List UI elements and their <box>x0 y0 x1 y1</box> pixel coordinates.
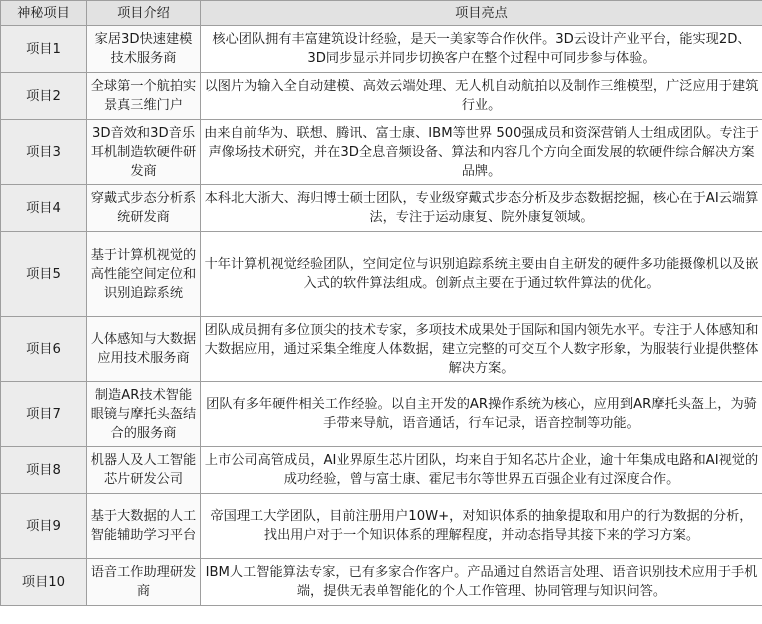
table-row <box>1 494 762 559</box>
project-intro-cell: 3D音效和3D音乐耳机制造软硬件研发商 <box>87 120 201 185</box>
project-name-cell: 项目6 <box>1 317 87 382</box>
project-highlight-cell: 十年计算机视觉经验团队，空间定位与识别追踪系统主要由自主研发的硬件多功能摄像机以及嵌入式的软件算法组成。创新点主要在于通过软件算法的优化。 <box>201 232 762 317</box>
table-row <box>1 317 762 382</box>
project-intro-cell: 人体感知与大数据应用技术服务商 <box>87 317 201 382</box>
project-intro-cell: 穿戴式步态分析系统研发商 <box>87 185 201 232</box>
project-intro-cell: 家居3D快速建模技术服务商 <box>87 26 201 73</box>
project-name-cell: 项目7 <box>1 382 87 447</box>
project-name-cell: 项目10 <box>1 559 87 606</box>
project-name-cell: 项目5 <box>1 232 87 317</box>
project-highlight-cell: 上市公司高管成员，AI业界原生芯片团队，均来自于知名芯片企业，逾十年集成电路和AI视觉的成功经验，曾与富士康、霍尼韦尔等世界五百强企业有过深度合作。 <box>201 447 762 494</box>
project-intro-cell: 基于大数据的人工智能辅助学习平台 <box>87 494 201 559</box>
project-name-cell: 项目1 <box>1 26 87 73</box>
table-row <box>1 120 762 185</box>
project-name-cell: 项目4 <box>1 185 87 232</box>
table-row <box>1 73 762 120</box>
table-row <box>1 26 762 73</box>
table-row <box>1 559 762 606</box>
project-intro-cell: 机器人及人工智能芯片研发公司 <box>87 447 201 494</box>
table-row <box>1 232 762 317</box>
column-header-name: 神秘项目 <box>1 1 87 26</box>
project-name-cell: 项目8 <box>1 447 87 494</box>
project-highlight-cell: 本科北大浙大、海归博士硕士团队，专业级穿戴式步态分析及步态数据挖掘，核心在于AI云端算法，专注于运动康复、院外康复领域。 <box>201 185 762 232</box>
project-highlight-cell: IBM人工智能算法专家，已有多家合作客户。产品通过自然语言处理、语音识别技术应用于手机端，提供无表单智能化的个人工作管理、协同管理与知识问答。 <box>201 559 762 606</box>
project-intro-cell: 基于计算机视觉的高性能空间定位和识别追踪系统 <box>87 232 201 317</box>
project-highlight-cell: 以图片为输入全自动建模、高效云端处理、无人机自动航拍以及制作三维模型，广泛应用于建筑行业。 <box>201 73 762 120</box>
table-row <box>1 185 762 232</box>
column-header-highlight: 项目亮点 <box>201 1 762 26</box>
project-name-cell: 项目3 <box>1 120 87 185</box>
project-highlight-cell: 团队有多年硬件相关工作经验。以自主开发的AR操作系统为核心，应用到AR摩托头盔上，为骑手带来导航，语音通话，行车记录，语音控制等功能。 <box>201 382 762 447</box>
project-name-cell: 项目9 <box>1 494 87 559</box>
table-row <box>1 382 762 447</box>
table-header-row <box>1 1 762 26</box>
project-intro-cell: 语音工作助理研发商 <box>87 559 201 606</box>
project-highlight-cell: 团队成员拥有多位顶尖的技术专家，多项技术成果处于国际和国内领先水平。专注于人体感知和大数据应用，通过采集全维度人体数据，建立完整的可交互个人数字形象，为服装行业提供整体解决方案。 <box>201 317 762 382</box>
project-highlight-cell: 由来自前华为、联想、腾讯、富士康、IBM等世界 500强成员和资深营销人士组成团队。专注于声像场技术研究，并在3D全息音频设备、算法和内容几个方向全面发展的软硬件综合解决方案品牌。 <box>201 120 762 185</box>
project-intro-cell: 制造AR技术智能眼镜与摩托头盔结合的服务商 <box>87 382 201 447</box>
project-highlight-cell: 核心团队拥有丰富建筑设计经验，是天一美家等合作伙伴。3D云设计产业平台，能实现2D、3D同步显示并同步切换客户在整个过程中可同步参与体验。 <box>201 26 762 73</box>
project-highlight-cell: 帝国理工大学团队，目前注册用户10W+，对知识体系的抽象提取和用户的行为数据的分析，找出用户对于一个知识体系的理解程度，并动态指导其接下来的学习方案。 <box>201 494 762 559</box>
column-header-intro: 项目介绍 <box>87 1 201 26</box>
table-row <box>1 447 762 494</box>
project-intro-cell: 全球第一个航拍实景真三维门户 <box>87 73 201 120</box>
project-name-cell: 项目2 <box>1 73 87 120</box>
